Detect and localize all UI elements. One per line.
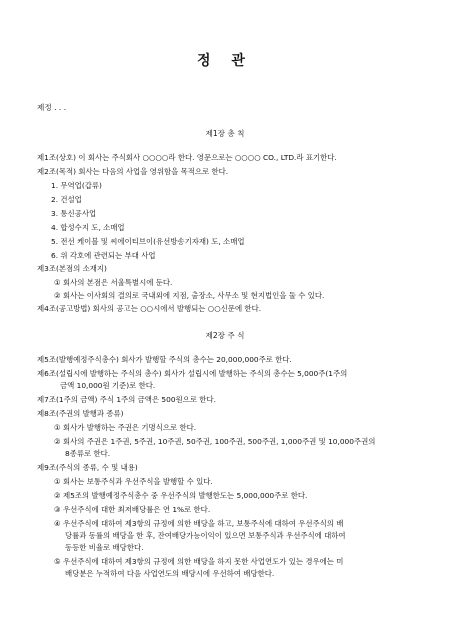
- enactment-date: 제정 . . .: [37, 103, 67, 112]
- chapter-1-heading: 제1장 총 칙: [205, 129, 245, 138]
- clause-item: ③ 우선주식에 대한 최저배당률은 연 1%로 한다.: [54, 505, 211, 514]
- clause-continued: 동등한 비율로 배당한다.: [65, 543, 144, 552]
- list-item: 1. 무역업(갑류): [51, 181, 102, 190]
- article-3: 제3조(본점의 소재지): [37, 264, 107, 273]
- list-item: 5. 전선 케이블 및 씨에이티브이(유선방송기자재) 도, 소매업: [51, 237, 245, 246]
- clause-item: ④ 우선주식에 대하여 제3항의 규정에 의한 배당을 하고, 보통주식에 대하여 우선주식의 배: [54, 519, 344, 528]
- list-item: 6. 위 각호에 관련되는 부대 사업: [51, 251, 156, 260]
- clause-item: ① 회사는 보통주식과 우선주식을 발행할 수 있다.: [54, 477, 213, 486]
- article-7: 제7조(1주의 금액) 주식 1주의 금액은 500원으로 한다.: [37, 395, 216, 404]
- list-item: 4. 합성수지 도, 소매업: [51, 223, 125, 232]
- article-6-continued: 금액 10,000원 기준)로 한다.: [60, 381, 156, 390]
- chapter-2-heading: 제2장 주 식: [205, 331, 245, 340]
- article-5: 제5조(발행예정주식총수) 회사가 발행할 주식의 총수는 20,000,000주로 한다.: [37, 355, 292, 364]
- clause-item: ② 회사의 주권은 1주권, 5주권, 10주권, 50주권, 100주권, 500주권, 1,000주권 및 10,000주권의: [54, 437, 376, 446]
- article-4: 제4조(공고방법) 회사의 공고는 ○○시에서 발행되는 ○○신문에 한다.: [37, 304, 262, 313]
- clause-continued: 8종류로 한다.: [65, 449, 111, 458]
- clause-item: ② 제5조의 발행예정주식총수 중 우선주식의 발행한도는 5,000,000주로 한다.: [54, 491, 308, 500]
- article-2: 제2조(목적) 회사는 다음의 사업을 영위함을 목적으로 한다.: [37, 167, 229, 176]
- clause-item: ① 회사의 본점은 서울특별시에 둔다.: [54, 278, 173, 287]
- clause-item: ① 회사가 발행하는 주권은 기명식으로 한다.: [54, 423, 197, 432]
- article-1: 제1조(상호) 이 회사는 주식회사 ○○○○라 한다. 영문으로는 ○○○○ CO., LTD.라 표기한다.: [37, 153, 337, 162]
- article-6: 제6조(설립시에 발행하는 주식의 총수) 회사가 설립시에 발행하는 주식의 총수는 5,000주(1주의: [37, 369, 348, 378]
- clause-item: ② 회사는 이사회의 결의로 국내외에 지점, 출장소, 사무소 및 현지법인을 둘 수 있다.: [54, 291, 325, 300]
- clause-item: ⑤ 우선주식에 대하여 제3항의 규정에 의한 배당을 하지 못한 사업연도가 있는 경우에는 미: [54, 557, 344, 566]
- clause-continued: 배당분은 누적하여 다음 사업연도의 배당시에 우선하여 배당한다.: [65, 569, 275, 578]
- clause-continued: 당률과 동률의 배당을 한 후, 잔여배당가능이익이 있으면 보통주식과 우선주식에 대하여: [65, 531, 346, 540]
- article-8: 제8조(주권의 발행과 종류): [37, 409, 124, 418]
- list-item: 2. 건설업: [51, 195, 82, 204]
- document-title: 정 관: [197, 53, 253, 69]
- list-item: 3. 통신공사업: [51, 209, 97, 218]
- article-9: 제9조(주식의 종류, 수 및 내용): [37, 463, 138, 472]
